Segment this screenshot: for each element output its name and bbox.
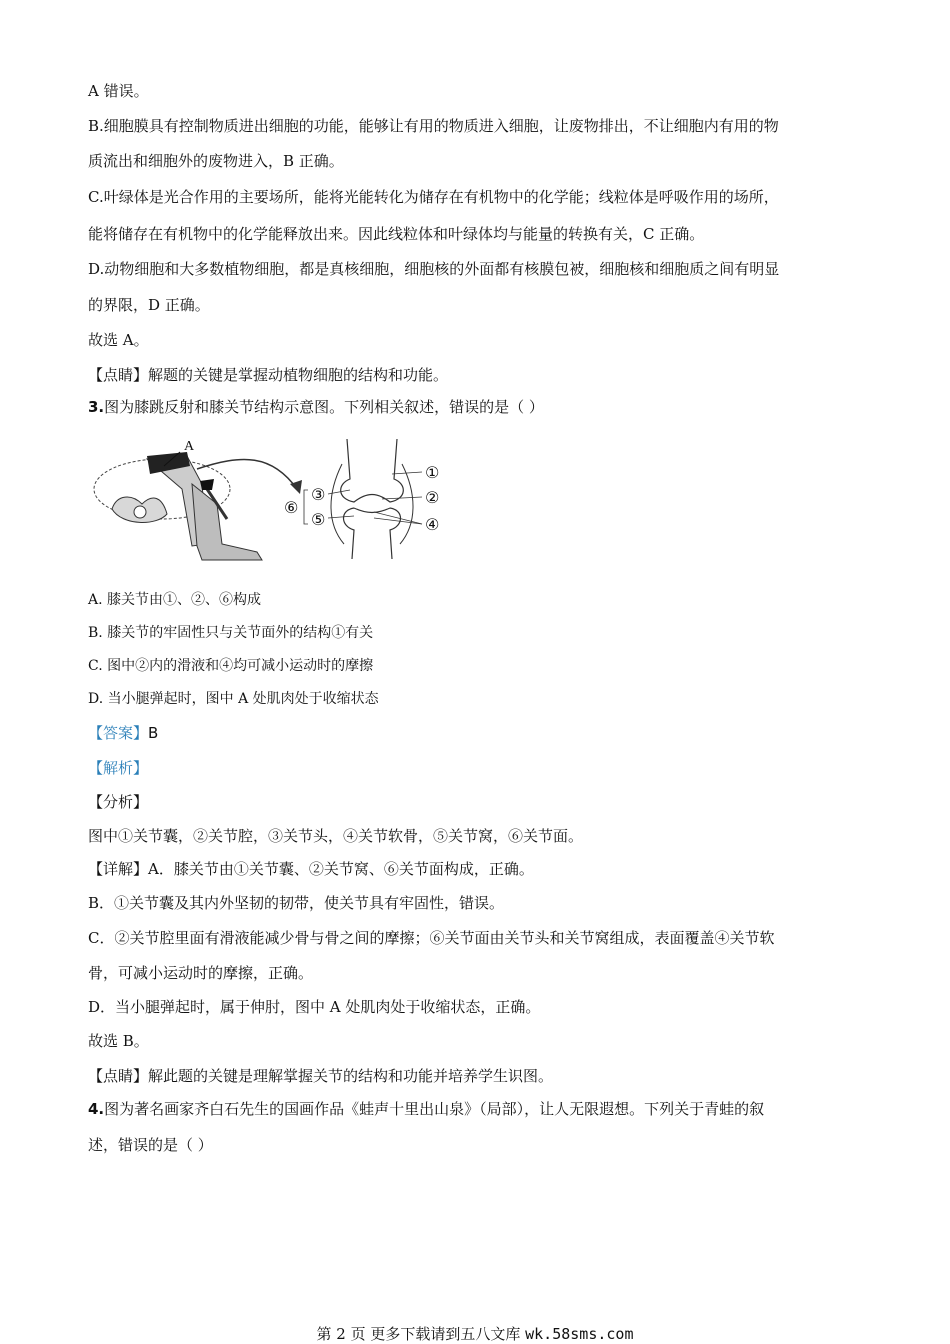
- page-footer: [0, 1323, 950, 1344]
- label-2: ②: [425, 488, 440, 507]
- pointer-3: [328, 490, 350, 494]
- spinal-center: [134, 506, 146, 518]
- label-A: A: [184, 439, 195, 454]
- text-line: B.细胞膜具有控制物质进出细胞的功能，能够让有用的物质进入细胞，让废物排出，不让细胞内有用的物: [88, 117, 779, 135]
- question-4-stem-cont: 述，错误的是（ ）: [88, 1136, 213, 1154]
- label-4: ④: [425, 515, 440, 534]
- text-line: D.动物细胞和大多数植物细胞，都是真核细胞，细胞核的外面都有核膜包被，细胞核和细胞质之间有明显: [88, 260, 780, 278]
- detail-line: 【详解】A．膝关节由①关节囊、②关节窝、⑥关节面构成，正确。: [88, 860, 534, 878]
- pointer-2: [382, 497, 422, 499]
- analysis-tag: 【解析】: [88, 759, 149, 777]
- pointer-4: [374, 512, 422, 524]
- detail-line: C．②关节腔里面有滑液能减少骨与骨之间的摩擦；⑥关节面由关节头和关节窝组成，表面覆盖④关节软: [88, 929, 775, 947]
- footer-site: wk.58sms.com: [525, 1325, 634, 1343]
- answer-value: B: [148, 724, 159, 742]
- footer-page: 第 2 页 更多下载请到五八文库: [316, 1325, 526, 1343]
- answer-line: [88, 723, 158, 743]
- joint-capsule: [331, 464, 413, 544]
- tip-line: 【点睛】解此题的关键是理解掌握关节的结构和功能并培养学生识图。: [88, 1067, 554, 1085]
- detail-line: B．①关节囊及其内外坚韧的韧带，使关节具有牢固性，错误。: [88, 894, 505, 912]
- detail-line: 骨，可减小运动时的摩擦，正确。: [88, 964, 314, 982]
- pointer-4b: [374, 518, 422, 524]
- question-4-stem: [88, 1099, 764, 1119]
- option-a: A. 膝关节由①、②、⑥构成: [88, 592, 262, 608]
- bracket-6: [304, 490, 308, 524]
- tibia: [344, 508, 401, 559]
- tip-line: 【点睛】解题的关键是掌握动植物细胞的结构和功能。: [88, 366, 449, 384]
- question-number: 4.: [88, 1100, 105, 1118]
- shank: [192, 484, 262, 560]
- fenxi-tag: 【分析】: [88, 793, 149, 811]
- answer-tag: 【答案】: [88, 724, 149, 742]
- question-text: 图为膝跳反射和膝关节结构示意图。下列相关叙述，错误的是（ ）: [104, 398, 544, 416]
- label-3: ③: [311, 485, 326, 504]
- option-b: B. 膝关节的牢固性只与关节面外的结构①有关: [88, 625, 374, 641]
- fenxi-text: 图中①关节囊，②关节腔，③关节头，④关节软骨，⑤关节窝，⑥关节面。: [88, 827, 584, 845]
- text-line: A 错误。: [88, 82, 149, 100]
- text-line: 质流出和细胞外的废物进入，B 正确。: [88, 152, 344, 170]
- hammer-head: [200, 479, 214, 490]
- label-5: ⑤: [311, 510, 326, 529]
- label-6: ⑥: [284, 498, 299, 517]
- knee-joint-figure: [92, 434, 452, 564]
- pointer-1: [392, 472, 422, 474]
- option-d: D. 当小腿弹起时，图中 A 处肌肉处于收缩状态: [88, 691, 379, 707]
- text-line: 故选 A。: [88, 331, 149, 349]
- text-line: 的界限，D 正确。: [88, 296, 210, 314]
- text-line: C.叶绿体是光合作用的主要场所，能将光能转化为储存在有机物中的化学能；线粒体是呼吸作用的场所，: [88, 188, 779, 206]
- text-line: 能将储存在有机物中的化学能释放出来。因此线粒体和叶绿体均与能量的转换有关，C 正确。: [88, 225, 705, 243]
- femur: [341, 439, 404, 502]
- question-3-stem: [88, 397, 544, 417]
- option-c: C. 图中②内的滑液和④均可减小运动时的摩擦: [88, 658, 374, 674]
- choose-line: 故选 B。: [88, 1032, 149, 1050]
- question-text: 图为著名画家齐白石先生的国画作品《蛙声十里出山泉》（局部），让人无限遐想。下列关于青蛙的叙: [104, 1100, 765, 1118]
- label-1: ①: [425, 463, 440, 482]
- detail-line: D．当小腿弹起时，属于伸肘，图中 A 处肌肉处于收缩状态，正确。: [88, 998, 541, 1016]
- question-number: 3.: [88, 398, 105, 416]
